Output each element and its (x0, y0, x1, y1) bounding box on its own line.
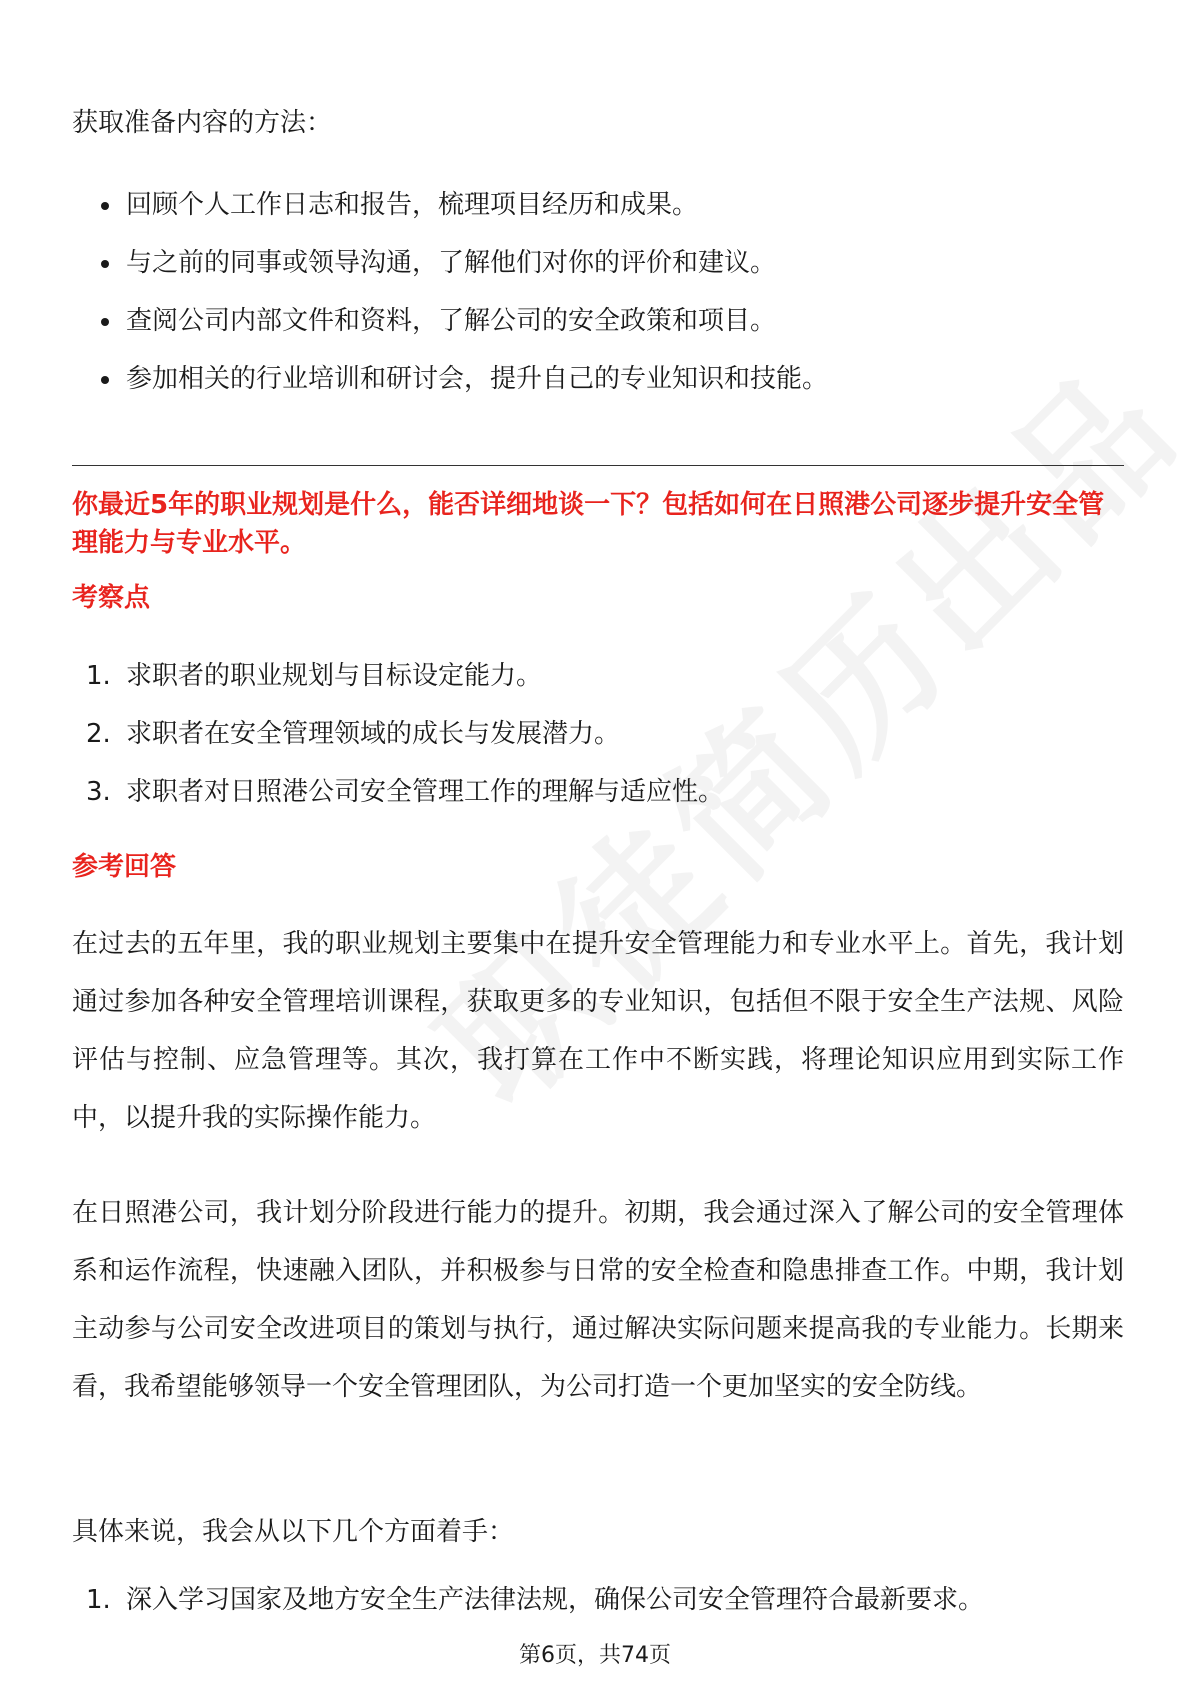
bullet-icon (101, 260, 109, 268)
steps-list (72, 1580, 1124, 1638)
list-item-text: 深入学习国家及地方安全生产法律法规，确保公司安全管理符合最新要求。 (126, 1585, 985, 1615)
list-item-text: 查阅公司内部文件和资料，了解公司的安全政策和项目。 (126, 306, 777, 336)
bullet-icon (101, 318, 109, 326)
list-item (72, 1580, 1124, 1620)
list-item (72, 301, 1112, 341)
list-item-text: 回顾个人工作日志和报告，梳理项目经历和成果。 (126, 190, 699, 220)
bullet-list (72, 185, 1112, 417)
intro-text: 获取准备内容的方法： (72, 108, 333, 138)
list-item (72, 359, 1112, 399)
bullet-icon (101, 202, 109, 210)
list-item-text: 与之前的同事或领导沟通，了解他们对你的评价和建议。 (126, 248, 777, 278)
list-number: 1. (86, 661, 111, 691)
bullet-icon (101, 376, 109, 384)
list-item-text: 参加相关的行业培训和研讨会，提升自己的专业知识和技能。 (126, 364, 829, 394)
list-item (72, 185, 1112, 225)
list-item (72, 714, 1124, 754)
section-title-reference-answer: 参考回答 (72, 852, 177, 882)
page-footer: 第6页，共74页 (519, 1643, 671, 1668)
list-item-text: 求职者对日照港公司安全管理工作的理解与适应性。 (126, 777, 725, 807)
list-item (72, 243, 1112, 283)
list-number: 2. (86, 719, 111, 749)
answer-paragraph: 在日照港公司，我计划分阶段进行能力的提升。初期，我会通过深入了解公司的安全管理体系和运作流程，快速融入团队，并积极参与日常的安全检查和隐患排查工作。中期，我计划主动参与公司安全改进项目的策划与执行，通过解决实际问题来提高我的专业能力。长期来看，我希望能够领导一个安全管理团队，为公司打造一个更加坚实的安全防线。 (72, 1198, 1124, 1402)
question-heading: 你最近5年的职业规划是什么，能否详细地谈一下？包括如何在日照港公司逐步提升安全管理能力与专业水平。 (72, 490, 1105, 558)
list-item-text: 求职者的职业规划与目标设定能力。 (126, 661, 543, 691)
answer-paragraph: 具体来说，我会从以下几个方面着手： (72, 1517, 515, 1547)
section-title-assessment: 考察点 (72, 583, 151, 613)
list-item (72, 656, 1124, 696)
answer-paragraph: 在过去的五年里，我的职业规划主要集中在提升安全管理能力和专业水平上。首先，我计划通过参加各种安全管理培训课程，获取更多的专业知识，包括但不限于安全生产法规、风险评估与控制、应急管理等。其次，我打算在工作中不断实践，将理论知识应用到实际工作中，以提升我的实际操作能力。 (72, 929, 1124, 1133)
list-number: 1. (86, 1585, 111, 1615)
assessment-points-list (72, 656, 1124, 830)
list-number: 3. (86, 777, 111, 807)
list-item-text: 求职者在安全管理领域的成长与发展潜力。 (126, 719, 621, 749)
list-item (72, 772, 1124, 812)
section-divider (72, 465, 1124, 466)
